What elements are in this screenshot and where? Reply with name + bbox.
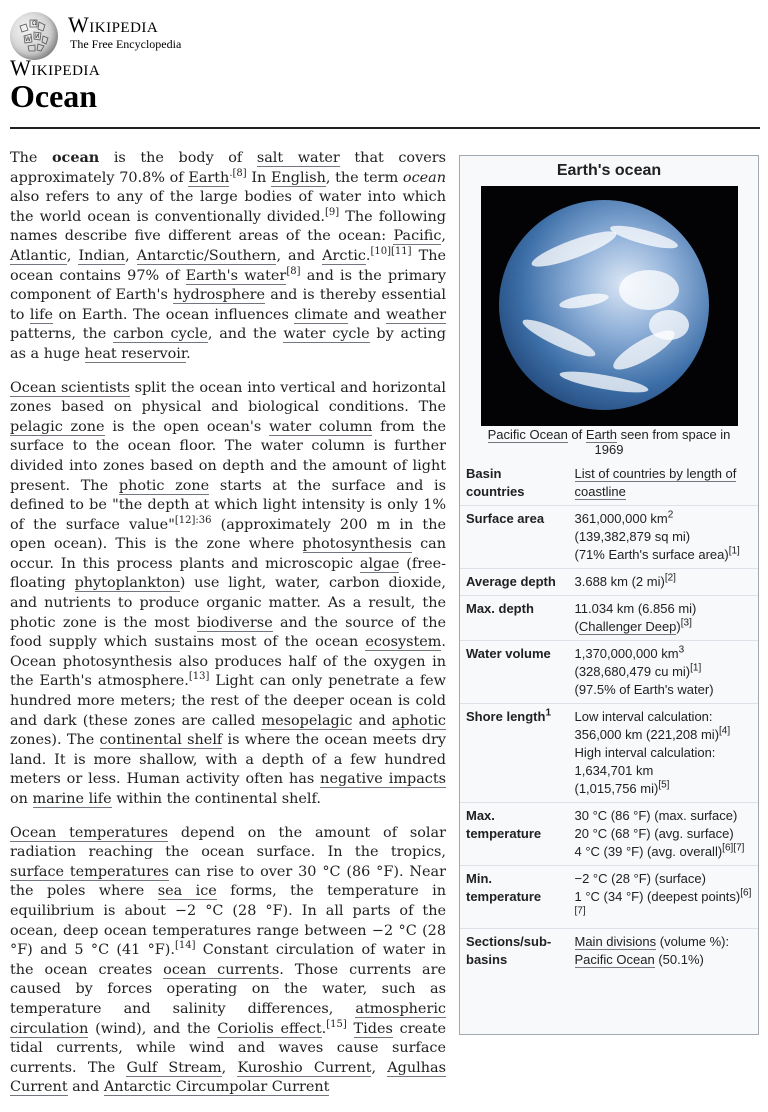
text-run: , the term — [325, 169, 403, 186]
text-run: is where the ocean meets dry land. It is more shallow, with a depth of a few hundred meters or less. Human activity often has — [10, 732, 446, 788]
text-run: The ocean contains 97% of — [10, 247, 446, 284]
wiki-link[interactable]: Tides — [353, 1020, 393, 1037]
text-run: ( — [574, 619, 579, 634]
infobox-value-line — [575, 825, 753, 843]
text-run: and is the primary component of Earth's — [10, 267, 446, 304]
wiki-link[interactable]: Gulf Stream — [126, 1059, 222, 1076]
infobox-label-text: Max. depth — [466, 601, 534, 616]
wiki-link[interactable]: Coriolis effect — [217, 1020, 322, 1037]
text-run: 1,370,000,000 km — [574, 646, 679, 661]
infobox-label-text: Average depth — [466, 574, 556, 589]
wiki-link[interactable]: surface temperatures — [10, 863, 169, 880]
wikipedia-globe-logo[interactable] — [10, 12, 58, 60]
wiki-link[interactable]: water cycle — [283, 326, 370, 343]
text-run: Light can only penetrate a few hundred more meters; the rest of the deeper ocean is cold and dark (these zones are called — [10, 673, 446, 729]
wiki-link[interactable]: photosynthesis — [302, 536, 412, 553]
infobox-label — [460, 596, 569, 641]
svg-text:И: И — [35, 33, 40, 40]
text-run: can rise to over 30 °C (86 °F). Near the poles where — [10, 863, 446, 900]
text-run: , — [371, 1059, 388, 1076]
text-run: 3.688 km (2 mi) — [574, 574, 665, 589]
infobox-value-line — [575, 933, 753, 951]
infobox-label-text: Shore length — [466, 709, 546, 724]
text-run: , — [66, 247, 79, 264]
text-run: , and the — [207, 326, 284, 343]
wiki-link[interactable]: Pacific Ocean — [574, 952, 655, 967]
text-run: (free-floating — [10, 555, 447, 592]
infobox-value-line — [575, 546, 753, 564]
text-run: Constant circulation of water in the ocean creates — [10, 942, 446, 978]
infobox-label-text: Max. temperature — [466, 808, 542, 841]
italic-term: ocean — [402, 169, 446, 186]
wiki-link[interactable]: Challenger Deep — [578, 619, 677, 634]
text-run: is the body of — [99, 150, 257, 166]
text-run: . — [365, 247, 371, 264]
infobox-value — [569, 866, 759, 929]
text-run: 11.034 km (6.856 mi) — [574, 601, 697, 616]
text-run: forms, the temperature in equilibrium is about −2 °C (28 °F). In all parts of the ocean, deep ocean temperatures range between −2 °C (28 °F) and 5 °C (41 °F). — [10, 883, 446, 959]
svg-text:W: W — [25, 36, 31, 43]
infobox-label — [460, 866, 569, 929]
text-run: 361,000,000 km — [574, 511, 668, 526]
reference-link[interactable]: [14] — [174, 940, 196, 952]
infobox-value-line — [575, 645, 753, 663]
wiki-link[interactable]: continental shelf — [99, 732, 223, 749]
reference-link[interactable]: [8] — [286, 265, 301, 277]
wiki-link[interactable]: sea ice — [157, 883, 217, 900]
wiki-link[interactable]: Arctic — [322, 247, 366, 264]
reference-link[interactable]: [9] — [325, 206, 340, 218]
infobox-row — [460, 506, 758, 569]
infobox-label — [460, 704, 569, 803]
infobox-row — [460, 929, 758, 974]
infobox-label — [460, 929, 569, 974]
wiki-link[interactable]: Main divisions — [574, 934, 657, 949]
reference-link[interactable]: [6][7] — [574, 887, 752, 917]
text-run: (97.5% of Earth's water) — [574, 682, 714, 697]
wiki-link[interactable]: Earth's water — [185, 267, 287, 284]
infobox-row — [460, 641, 758, 704]
wiki-link[interactable]: salt water — [256, 150, 340, 166]
title-divider — [10, 127, 760, 129]
reference-link[interactable]: [13] — [188, 671, 210, 683]
text-run: 30 °C (86 °F) (max. surface) — [574, 808, 738, 823]
wikipedia-wordmark[interactable]: Wikipedia — [68, 12, 159, 37]
text-run: The following names describe five different areas of the ocean: — [10, 208, 447, 245]
infobox-value-line — [575, 762, 753, 780]
bold-term: ocean — [51, 149, 100, 166]
page-title: Ocean — [10, 78, 98, 114]
infobox-value-line — [575, 708, 753, 726]
wiki-link[interactable]: heat reservoir — [84, 345, 187, 362]
text-run: is the open ocean's — [104, 418, 270, 435]
infobox-value-line — [575, 843, 753, 861]
wiki-link[interactable]: Agulhas Current — [10, 1059, 446, 1096]
infobox-row — [460, 596, 758, 641]
reference-link[interactable]: [6][7] — [722, 842, 745, 854]
infobox-value — [569, 569, 759, 596]
text-run: In — [246, 169, 272, 186]
text-run: on — [10, 791, 33, 807]
infobox — [459, 155, 759, 1035]
wiki-link[interactable]: water column — [269, 418, 373, 435]
text-run: by acting as a huge — [10, 326, 446, 362]
reference-link[interactable]: [5] — [658, 779, 670, 791]
infobox-label-text: Min. temperature — [466, 871, 542, 904]
infobox-label — [460, 803, 569, 866]
wiki-link[interactable]: life — [29, 306, 53, 323]
wiki-link[interactable]: carbon cycle — [113, 326, 208, 343]
text-run: . — [186, 345, 191, 362]
wiki-link[interactable]: Ocean temperatures — [10, 824, 169, 841]
text-run: and is thereby essential to — [10, 287, 446, 323]
wiki-link[interactable]: pelagic zone — [10, 418, 105, 435]
infobox-value-line — [575, 780, 753, 798]
text-run: 1 °C (34 °F) (deepest points) — [574, 889, 741, 904]
wiki-link[interactable]: hydrosphere — [173, 287, 266, 304]
reference-link[interactable]: [1] — [690, 662, 702, 674]
wiki-link[interactable]: algae — [359, 555, 400, 572]
infobox-value — [569, 596, 759, 641]
article-body — [10, 148, 446, 1112]
infobox-value-line — [575, 618, 753, 636]
wiki-link[interactable]: Indian — [78, 247, 126, 264]
wiki-link[interactable]: English — [271, 169, 326, 186]
earth-globe-graphic — [499, 200, 709, 410]
infobox-title: Earth's ocean — [556, 162, 662, 179]
infobox-value-line — [575, 870, 753, 888]
wikipedia-wordmark-text[interactable]: Wikipedia — [10, 55, 101, 80]
label-footnote[interactable]: 1 — [545, 707, 552, 719]
image-caption — [460, 427, 758, 457]
text-run: (wind), and the — [88, 1020, 218, 1037]
wiki-link[interactable]: aphotic — [391, 712, 446, 729]
text-run: 356,000 km (221,208 mi) — [574, 727, 720, 742]
wiki-link[interactable]: Earth — [188, 169, 230, 186]
text-run: from the surface to the ocean floor. The water column is further divided into zones based on depth and the amount of light present. The — [10, 418, 446, 494]
text-run: 20 °C (68 °F) (avg. surface) — [574, 826, 734, 841]
infobox-value-line — [575, 663, 753, 681]
lead-paragraph — [10, 148, 446, 365]
infobox-value-line — [575, 681, 753, 699]
infobox-value — [569, 461, 759, 506]
text-run: and the source of the food supply which sustains most of the ocean — [10, 614, 446, 651]
text-run: on Earth. The ocean influences — [52, 306, 295, 323]
wiki-link[interactable]: phytoplankton — [74, 575, 180, 592]
infobox-value — [569, 506, 759, 569]
text-run: , — [125, 247, 137, 264]
text-run: depend on the amount of solar radiation reaching the ocean surface. In the tropics, — [10, 824, 446, 861]
wiki-link[interactable]: Pacific — [393, 228, 442, 245]
text-run: High interval calculation: — [574, 745, 716, 760]
infobox-label — [460, 461, 569, 506]
wiki-link[interactable]: weather — [386, 306, 446, 323]
infobox-value — [569, 803, 759, 866]
infobox-value-line — [575, 951, 753, 969]
wiki-link[interactable]: mesopelagic — [261, 712, 353, 729]
text-run: (approximately 200 m in the open ocean). This is the zone where — [10, 516, 446, 553]
text-run: and — [352, 712, 392, 729]
wiki-link[interactable]: Atlantic — [10, 247, 67, 264]
reference-link[interactable]: [15] — [326, 1018, 347, 1030]
infobox-row — [460, 704, 758, 803]
text-run: (50.1%) — [654, 952, 704, 967]
infobox-label-text: Basin countries — [466, 466, 525, 499]
text-run: , — [441, 228, 446, 245]
wiki-link[interactable]: negative impacts — [320, 771, 446, 788]
wiki-link[interactable]: marine life — [32, 791, 112, 807]
infobox-value — [569, 641, 759, 704]
infobox-value-line — [575, 726, 753, 744]
infobox-row — [460, 803, 758, 866]
wiki-link[interactable]: ecosystem — [365, 634, 442, 651]
reference-link[interactable]: [10][11] — [370, 246, 412, 258]
text-run: within the continental shelf. — [111, 791, 321, 807]
text-run: ) use light, water, carbon dioxide, and nutrients to produce organic matter. As a result, the photic zone is the most — [10, 575, 446, 631]
text-run: starts at the surface and is defined to be "the depth at which light intensity is only 1% of the surface value" — [10, 477, 446, 533]
infobox-value-line — [575, 744, 753, 762]
wiki-link[interactable]: Earth — [585, 427, 617, 442]
reference-link[interactable]: .[8] — [229, 167, 247, 179]
reference-link[interactable]: [3] — [680, 617, 692, 629]
text-run: 4 °C (39 °F) (avg. overall) — [574, 844, 723, 859]
text-run: create tidal currents, while wind and waves cause surface currents. The — [10, 1020, 446, 1076]
reference-link[interactable]: 2 — [667, 509, 674, 521]
infobox-label-text: Sections/sub-basins — [466, 934, 552, 967]
reference-link[interactable]: 3 — [678, 644, 685, 656]
infobox-value-line — [575, 573, 753, 591]
wiki-link[interactable]: Kuroshio Current — [237, 1059, 372, 1076]
wiki-link[interactable]: biodiverse — [196, 614, 273, 631]
infobox-value-line — [575, 888, 753, 924]
reference-link[interactable]: [12]:36 — [174, 514, 212, 526]
wiki-link[interactable]: climate — [294, 306, 349, 323]
reference-link[interactable]: [4] — [719, 725, 731, 737]
wiki-link[interactable]: Antarctic/Southern — [136, 247, 277, 264]
text-run: −2 °C (28 °F) (surface) — [574, 871, 706, 886]
text-run: . — [321, 1020, 327, 1037]
infobox-value — [569, 929, 759, 974]
reference-link[interactable]: [1] — [728, 545, 740, 557]
text-run: , — [221, 1059, 238, 1076]
wiki-link[interactable]: Pacific Ocean — [487, 427, 568, 442]
zones-paragraph — [10, 379, 446, 810]
text-run: . Ocean photosynthesis also produces half of the oxygen in the Earth's atmosphere. — [10, 634, 446, 690]
infobox-row — [460, 866, 758, 929]
infobox-label — [460, 641, 569, 704]
text-run: ) — [676, 619, 681, 634]
wiki-link[interactable]: Ocean scientists — [10, 379, 130, 396]
text-run: patterns, the — [10, 326, 114, 343]
infobox-value-line — [575, 510, 753, 528]
text-run: seen from space in 1969 — [594, 427, 731, 457]
wiki-link[interactable]: atmospheric circulation — [10, 1000, 446, 1037]
infobox-row — [460, 461, 758, 506]
wiki-link[interactable]: Antarctic Circumpolar Current — [103, 1079, 330, 1096]
text-run: (volume %): — [656, 934, 730, 949]
text-run: and — [348, 306, 387, 323]
infobox-value — [569, 704, 759, 803]
infobox-table — [460, 461, 758, 973]
text-run: split the ocean into vertical and horizontal zones based on physical and biological conditions. The — [10, 379, 446, 416]
text-run: that covers approximately 70.8% of — [10, 150, 446, 186]
svg-text:Ω: Ω — [32, 20, 37, 27]
infobox-value-line — [575, 807, 753, 825]
infobox-value-line — [575, 528, 753, 546]
infobox-value-line — [575, 600, 753, 618]
infobox-row — [460, 569, 758, 596]
infobox-label-text: Water volume — [466, 646, 551, 661]
text-run: can occur. In this process plants and microscopic — [10, 536, 446, 572]
reference-link[interactable]: [2] — [664, 572, 676, 584]
text-run: . Those currents are caused by forces operating on the water, such as temperature and salinity differences, — [10, 961, 447, 1017]
infobox-label — [460, 569, 569, 596]
text-run: of — [567, 427, 586, 442]
text-run: also refers to any of the large bodies of water into which the world ocean is conventionally divided. — [10, 189, 446, 225]
text-run: zones). The — [10, 732, 100, 749]
text-run: 1,634,701 km — [574, 763, 654, 778]
wiki-link[interactable]: photic zone — [118, 477, 210, 494]
wiki-link[interactable]: ocean currents — [163, 961, 280, 978]
infobox-label-text: Surface area — [466, 511, 545, 526]
text-run: The — [10, 150, 52, 166]
text-run — [347, 1021, 354, 1037]
text-run: (1,015,756 mi) — [574, 781, 659, 796]
infobox-value-line — [575, 465, 753, 501]
earth-from-space-image[interactable] — [481, 186, 738, 426]
text-run: (139,382,879 sq mi) — [574, 529, 691, 544]
text-run: (71% Earth's surface area) — [574, 547, 729, 562]
infobox-label — [460, 506, 569, 569]
text-run: and — [67, 1079, 104, 1096]
wiki-link[interactable]: List of countries by length of coastline — [574, 466, 737, 499]
site-header — [8, 8, 308, 78]
text-run: Low interval calculation: — [574, 709, 713, 724]
temperature-paragraph — [10, 824, 446, 1098]
text-run: (328,680,479 cu mi) — [574, 664, 691, 679]
wikipedia-tagline: The Free Encyclopedia — [70, 37, 182, 51]
text-run: , and — [276, 247, 323, 264]
